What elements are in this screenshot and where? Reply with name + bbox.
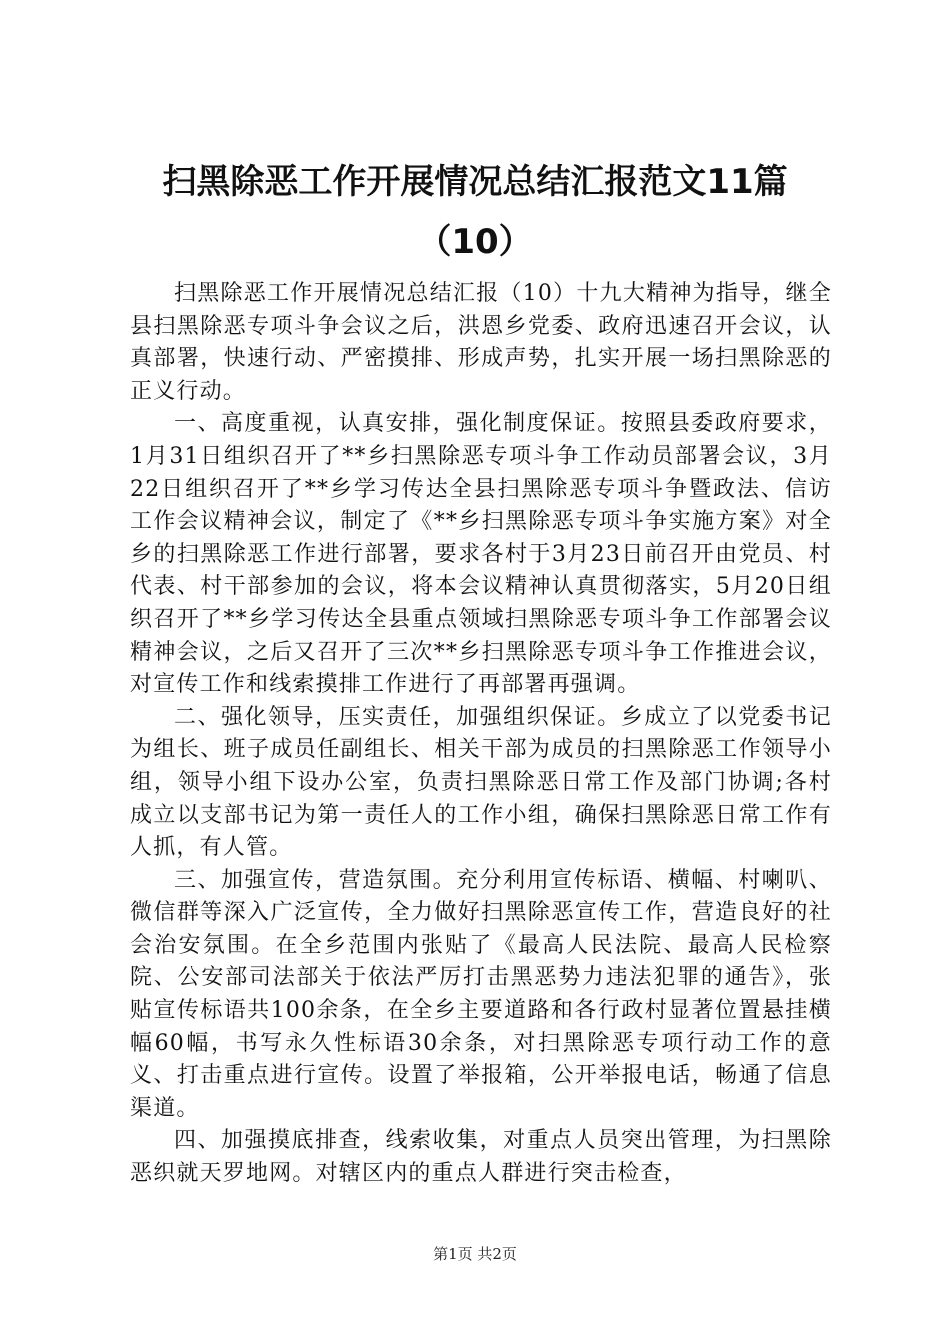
paragraph-section-1: 一、高度重视，认真安排，强化制度保证。按照县委政府要求，1月31日组织召开了**乡扫黑除恶专项斗争工作动员部署会议，3月22日组织召开了**乡学习传达全县扫黑除恶专项斗争暨政法、信访工作会议精神会议，制定了《**乡扫黑除恶专项斗争实施方案》对全乡的扫黑除恶工作进行部署，要求各村于3月23日前召开由党员、村代表、村干部参加的会议，将本会议精神认真贯彻落实，5月20日组织召开了**乡学习传达全县重点领域扫黑除恶专项斗争工作部署会议精神会议，之后又召开了三次**乡扫黑除恶专项斗争工作推进会议，对宣传工作和线索摸排工作进行了再部署再强调。 <box>130 411 832 698</box>
document-title: 扫黑除恶工作开展情况总结汇报范文11篇 <box>162 162 788 202</box>
page-footer: 第1页 共2页 <box>433 1245 517 1263</box>
paragraph-intro: 扫黑除恶工作开展情况总结汇报（10）十九大精神为指导，继全县扫黑除恶专项斗争会议之后，洪恩乡党委、政府迅速召开会议，认真部署，快速行动、严密摸排、形成声势，扎实开展一场扫黑除恶的正义行动。 <box>130 281 832 404</box>
document-title-number: （10） <box>417 222 533 262</box>
paragraph-section-3: 三、加强宣传，营造氛围。充分利用宣传标语、横幅、村喇叭、微信群等深入广泛宣传，全力做好扫黑除恶宣传工作，营造良好的社会治安氛围。在全乡范围内张贴了《最高人民法院、最高人民检察院、公安部司法部关于依法严厉打击黑恶势力违法犯罪的通告》，张贴宣传标语共100余条，在全乡主要道路和各行政村显著位置悬挂横幅60幅，书写永久性标语30余条，对扫黑除恶专项行动工作的意义、打击重点进行宣传。设置了举报箱，公开举报电话，畅通了信息渠道。 <box>130 867 832 1121</box>
paragraph-section-4: 四、加强摸底排查，线索收集，对重点人员突出管理，为扫黑除恶织就天罗地网。对辖区内的重点人群进行突击检查， <box>130 1128 832 1187</box>
document-body <box>130 278 832 1191</box>
paragraph-section-2: 二、强化领导，压实责任，加强组织保证。乡成立了以党委书记为组长、班子成员任副组长、相关干部为成员的扫黑除恶工作领导小组，领导小组下设办公室，负责扫黑除恶日常工作及部门协调;各村成立以支部书记为第一责任人的工作小组，确保扫黑除恶日常工作有人抓，有人管。 <box>130 704 832 861</box>
